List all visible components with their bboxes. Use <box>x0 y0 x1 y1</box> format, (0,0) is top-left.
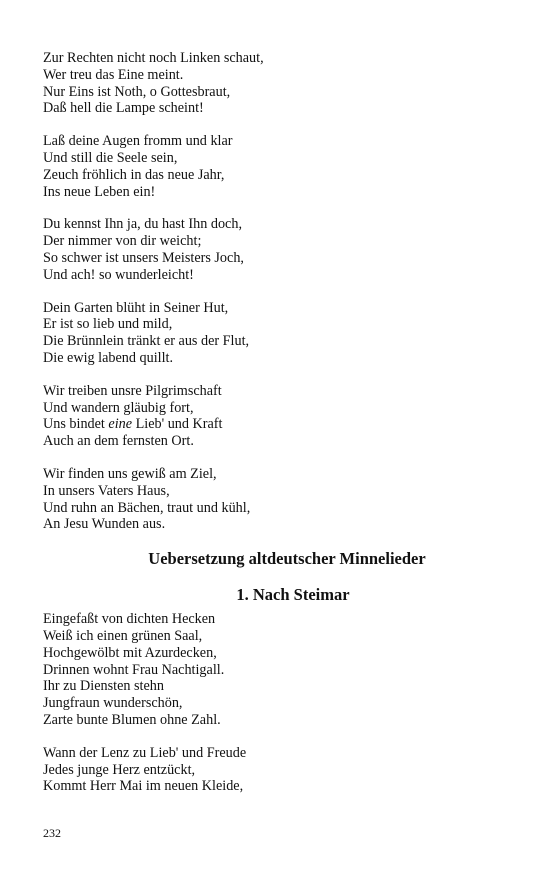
verse-line: Drinnen wohnt Frau Nachtigall. <box>43 661 225 678</box>
verse-line: Und wandern gläubig fort, <box>43 399 194 416</box>
verse-line: Ins neue Leben ein! <box>43 183 156 200</box>
verse-line: Jungfraun wunderschön, <box>43 695 183 712</box>
verse-line: An Jesu Wunden aus. <box>43 516 166 533</box>
verse-line: Und ruhn an Bächen, traut und kühl, <box>43 499 251 516</box>
page-body <box>43 50 513 811</box>
poem1-stanza-4 <box>43 300 513 367</box>
poem2-stanza-1 <box>43 611 513 729</box>
verse-line: Laß deine Augen fromm und klar <box>43 133 233 150</box>
verse-line: Hochgewölbt mit Azurdecken, <box>43 644 217 661</box>
verse-line: Daß hell die Lampe scheint! <box>43 100 204 117</box>
verse-line: Die Brünnlein tränkt er aus der Flut, <box>43 333 250 350</box>
verse-line: Und ach! so wunderleicht! <box>43 266 194 283</box>
section-title: Uebersetzung altdeutscher Minnelieder <box>148 549 426 569</box>
poem1-stanza-5 <box>43 383 513 450</box>
verse-line: Und still die Seele sein, <box>43 149 178 166</box>
verse-line: Weiß ich einen grünen Saal, <box>43 627 203 644</box>
verse-line: Wir finden uns gewiß am Ziel, <box>43 465 217 482</box>
verse-line: Zur Rechten nicht noch Linken schaut, <box>43 50 264 66</box>
verse-line: Du kennst Ihn ja, du hast Ihn doch, <box>43 216 242 233</box>
verse-line: Dein Garten blüht in Seiner Hut, <box>43 299 229 316</box>
verse-line: Kommt Herr Mai im neuen Kleide, <box>43 778 244 795</box>
verse-line: Jedes junge Herz entzückt, <box>43 761 196 778</box>
verse-line: Der nimmer von dir weicht; <box>43 233 202 250</box>
verse-line: Wir treiben unsre Pilgrimschaft <box>43 382 222 399</box>
verse-line: In unsers Vaters Haus, <box>43 482 170 499</box>
poem1-stanza-1 <box>43 50 513 117</box>
poem2-stanza-2 <box>43 745 513 795</box>
poem-title: 1. Nach Steimar <box>236 585 350 605</box>
verse-line: Nur Eins ist Noth, o Gottesbraut, <box>43 83 231 100</box>
verse-line: Wer treu das Eine meint. <box>43 66 184 83</box>
poem1-stanza-3 <box>43 216 513 283</box>
verse-line: Ihr zu Diensten stehn <box>43 678 164 695</box>
verse-line: Die ewig labend quillt. <box>43 349 174 366</box>
verse-line-mixed <box>43 416 513 433</box>
verse-line: So schwer ist unsers Meisters Joch, <box>43 249 244 266</box>
verse-fragment: Uns bindet <box>43 416 109 433</box>
verse-line: Wann der Lenz zu Lieb' und Freude <box>43 744 247 761</box>
verse-fragment: Lieb' und Kraft <box>132 416 223 433</box>
verse-emphasis: eine <box>108 416 133 433</box>
poem1-stanza-2 <box>43 133 513 200</box>
poem1-stanza-6 <box>43 466 513 533</box>
page-number: 232 <box>43 826 61 840</box>
verse-line: Er ist so lieb und mild, <box>43 316 173 333</box>
verse-line: Zarte bunte Blumen ohne Zahl. <box>43 711 221 728</box>
verse-line: Eingefaßt von dichten Hecken <box>43 611 216 628</box>
verse-line: Auch an dem fernsten Ort. <box>43 433 194 450</box>
verse-line: Zeuch fröhlich in das neue Jahr, <box>43 166 225 183</box>
